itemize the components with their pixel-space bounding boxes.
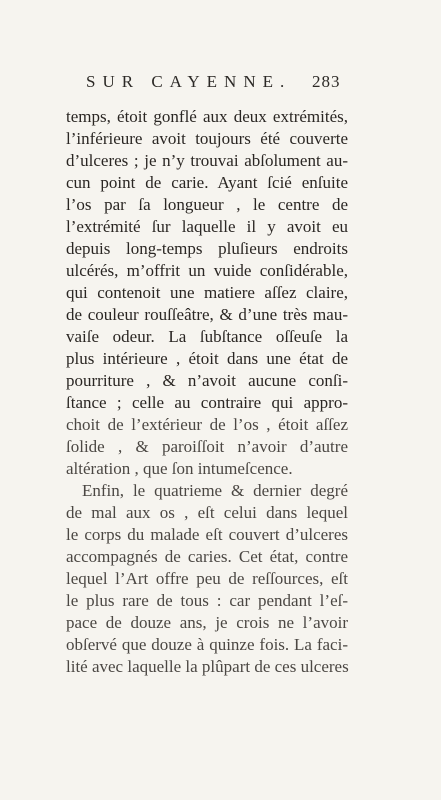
text-line: l’os par ſa longueur , le centre de xyxy=(66,195,348,214)
text-line: altération , que ſon intumeſcence. xyxy=(66,459,293,478)
text-line: d’ulceres ; je n’y trouvai abſolument au- xyxy=(66,151,348,170)
running-title: SUR CAYENNE. xyxy=(86,72,292,91)
text-line: Enfin, le quatrieme & dernier degré xyxy=(82,481,348,500)
text-line: plus intérieure , étoit dans une état de xyxy=(66,349,348,368)
body-text xyxy=(66,106,348,678)
page-number: 283 xyxy=(312,72,341,91)
text-line: cun point de carie. Ayant ſcié enſuite xyxy=(66,173,348,192)
text-line: le corps du malade eſt couvert d’ulceres xyxy=(66,525,348,544)
text-line: de couleur rouſſeâtre, & d’une très mau- xyxy=(66,305,348,324)
text-line: choit de l’extérieur de l’os , étoit aſſez xyxy=(66,415,348,434)
text-line: ulcérés, m’offrit un vuide conſidérable, xyxy=(66,261,348,280)
text-line: temps, étoit gonflé aux deux extrémités, xyxy=(66,107,348,126)
text-line: lequel l’Art offre peu de reſſources, eſt xyxy=(66,569,348,588)
text-line: vaiſe odeur. La ſubſtance oſſeuſe la xyxy=(66,327,348,346)
text-line: l’extrémité ſur laquelle il y avoit eu xyxy=(66,217,348,236)
text-line: pace de douze ans, je crois ne l’avoir xyxy=(66,613,348,632)
text-line: qui contenoit une matiere aſſez claire, xyxy=(66,283,348,302)
text-line: ſtance ; celle au contraire qui appro- xyxy=(66,393,348,412)
text-line: lité avec laquelle la plûpart de ces ulceres xyxy=(66,657,349,676)
text-line: accompagnés de caries. Cet état, contre xyxy=(66,547,348,566)
text-line: obſervé que douze à quinze fois. La faci- xyxy=(66,635,348,654)
text-line: depuis long-temps pluſieurs endroits xyxy=(66,239,348,258)
text-line: de mal aux os , eſt celui dans lequel xyxy=(66,503,348,522)
paragraph-1 xyxy=(66,106,348,480)
text-line: ſolide , & paroiſſoit n’avoir d’autre xyxy=(66,437,348,456)
running-head xyxy=(0,72,441,98)
text-line: pourriture , & n’avoit aucune conſi- xyxy=(66,371,348,390)
text-line: le plus rare de tous : car pendant l’eſ- xyxy=(66,591,348,610)
paragraph-2 xyxy=(66,480,348,678)
text-line: l’inférieure avoit toujours été couverte xyxy=(66,129,348,148)
